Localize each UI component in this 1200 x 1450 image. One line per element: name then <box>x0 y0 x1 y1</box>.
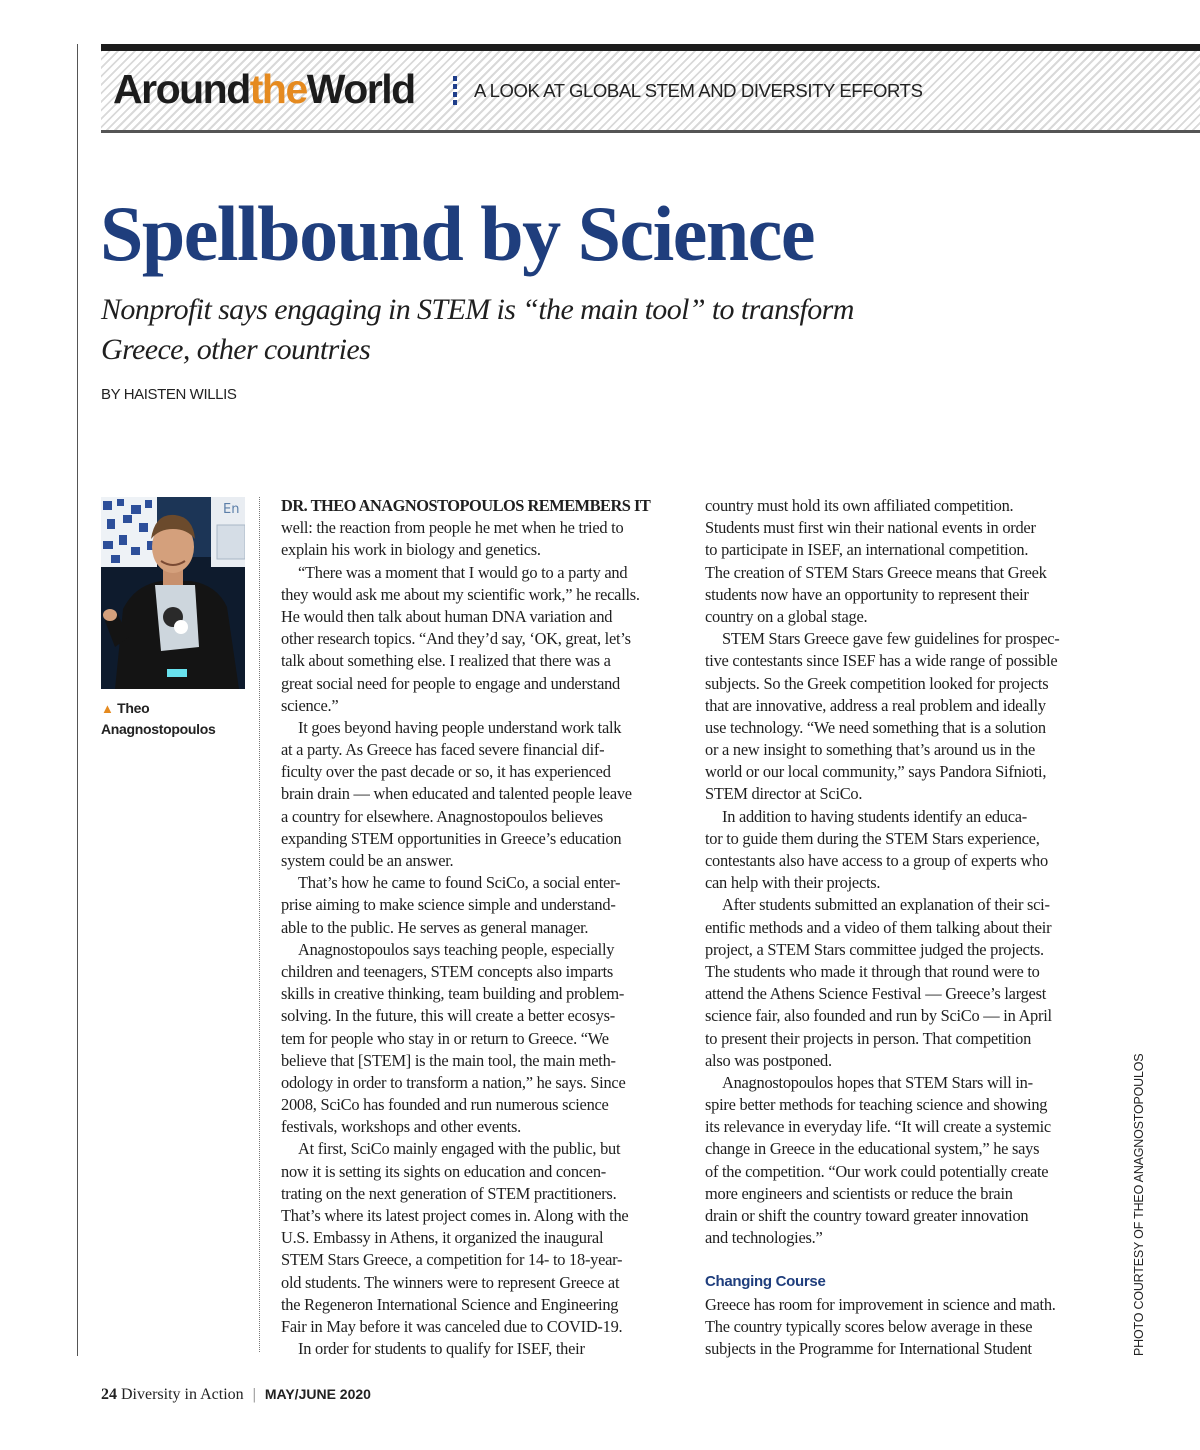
body-line: well: the reaction from people he met when he tried to <box>281 518 624 538</box>
body-line: system could be an answer. <box>281 851 454 870</box>
body-line: tem for people who stay in or return to Greece. “We <box>281 1028 609 1048</box>
banner-top-bar <box>101 44 1200 51</box>
body-line: change in Greece in the educational system,” he says <box>705 1139 1040 1159</box>
body-line: solving. In the future, this will create a better ecosys- <box>281 1006 615 1026</box>
body-line: STEM Stars Greece gave few guidelines for prospec- <box>722 629 1060 649</box>
caption-last-name: Anagnostopoulos <box>101 721 216 737</box>
body-line: now it is setting its sights on education and concen- <box>281 1161 606 1181</box>
byline: BY HAISTEN WILLIS <box>101 386 237 403</box>
body-line: The country typically scores below average in these <box>705 1316 1033 1336</box>
body-line: Fair in May before it was canceled due to COVID-19. <box>281 1316 623 1336</box>
svg-text:En: En <box>223 502 240 517</box>
body-line: prise aiming to make science simple and understand- <box>281 895 616 915</box>
body-line: It goes beyond having people understand work talk <box>298 717 622 737</box>
body-line: Anagnostopoulos hopes that STEM Stars will in- <box>722 1072 1033 1092</box>
body-line: its relevance in everyday life. “It will create a systemic <box>705 1117 1051 1137</box>
body-line: more engineers and scientists or reduce the brain <box>705 1183 1013 1203</box>
section-name-part-2: the <box>249 66 307 112</box>
body-line: or a new insight to something that’s around us in the <box>705 740 1036 760</box>
body-line: contestants also have access to a group of experts who <box>705 851 1048 870</box>
body-line: talk about something else. I realized that there was a <box>281 651 611 671</box>
body-line: In order for students to qualify for ISEF, their <box>298 1339 585 1359</box>
body-line: skills in creative thinking, team building and problem- <box>281 984 625 1004</box>
body-line: of the competition. “Our work could potentially create <box>705 1161 1049 1181</box>
body-column-2 <box>705 495 1108 1360</box>
body-line: entific methods and a video of them talking about their <box>705 917 1052 937</box>
body-line: at a party. As Greece has faced severe financial dif- <box>281 740 605 760</box>
body-line: In addition to having students identify an educa- <box>722 806 1028 826</box>
footer-separator: | <box>252 1386 256 1403</box>
body-line: can help with their projects. <box>705 873 881 893</box>
body-line: to participate in ISEF, an international competition. <box>705 540 1029 560</box>
body-line: a country for elsewhere. Anagnostopoulos believes <box>281 806 603 826</box>
body-line: STEM Stars Greece, a competition for 14- to 18-year- <box>281 1250 623 1270</box>
paragraph-spacer <box>705 1249 1108 1271</box>
body-line: also was postponed. <box>705 1050 832 1070</box>
body-line: attend the Athens Science Festival — Greece’s largest <box>705 984 1047 1004</box>
body-line: science.” <box>281 695 339 715</box>
body-line: that are innovative, address a real problem and ideally <box>705 695 1046 715</box>
body-line: children and teenagers, STEM concepts also imparts <box>281 961 614 981</box>
body-line: subjects in the Programme for International Student <box>705 1338 1032 1358</box>
lead-in: DR. THEO ANAGNOSTOPOULOS REMEMBERS IT <box>281 496 651 515</box>
body-line: trating on the next generation of STEM practitioners. <box>281 1183 617 1203</box>
body-line: and technologies.” <box>705 1228 823 1248</box>
body-line: drain or shift the country toward greater innovation <box>705 1206 1029 1225</box>
section-separator <box>453 76 457 106</box>
page-number: 24 <box>101 1386 117 1403</box>
body-line: Anagnostopoulos says teaching people, especially <box>298 939 615 959</box>
body-line: subjects. So the Greek competition looked for projects <box>705 673 1049 693</box>
body-line: expanding STEM opportunities in Greece’s education <box>281 828 622 848</box>
body-line: believe that [STEM] is the main tool, the main meth- <box>281 1050 616 1070</box>
body-line: other research topics. “And they’d say, ‘OK, great, let’s <box>281 629 631 649</box>
body-line: brain drain — when educated and talented people leave <box>281 784 632 804</box>
body-line: After students submitted an explanation of their sci- <box>722 895 1050 915</box>
body-line: to present their projects in person. That competition <box>705 1028 1032 1048</box>
body-line: “There was a moment that I would go to a party and <box>298 562 628 582</box>
section-name-part-1: Around <box>113 66 250 112</box>
body-line: tive contestants since ISEF has a wide range of possible <box>705 651 1058 671</box>
body-line: country must hold its own affiliated competition. <box>705 496 1014 515</box>
body-line: able to the public. He serves as general manager. <box>281 917 589 937</box>
body-line: tor to guide them during the STEM Stars experience, <box>705 828 1040 848</box>
body-line: old students. The winners were to represent Greece at <box>281 1272 620 1292</box>
body-line: world or our local community,” says Pandora Sifnioti, <box>705 762 1047 782</box>
body-line: 2008, SciCo has founded and run numerous science <box>281 1095 609 1115</box>
section-tagline: A LOOK AT GLOBAL STEM AND DIVERSITY EFFORTS <box>474 80 923 101</box>
body-line: ficulty over the past decade or so, it has experienced <box>281 762 611 782</box>
body-line: At first, SciCo mainly engaged with the public, but <box>298 1139 621 1159</box>
section-name <box>113 66 415 112</box>
publication-name: Diversity in Action <box>121 1386 244 1403</box>
column-divider <box>259 497 260 1352</box>
body-line: odology in order to transform a nation,” he says. Since <box>281 1072 626 1092</box>
subhead: Changing Course <box>705 1273 826 1291</box>
article-title: Spellbound by Science <box>100 190 815 277</box>
body-line: great social need for people to engage and understand <box>281 673 621 693</box>
section-banner <box>101 44 1200 133</box>
section-name-part-3: World <box>306 66 415 112</box>
body-line: Greece has room for improvement in science and math. <box>705 1294 1056 1314</box>
article-dek: Nonprofit says engaging in STEM is “the main tool” to transform Greece, other countries <box>101 293 854 366</box>
page-footer <box>101 1386 371 1404</box>
body-column-1 <box>281 495 685 1360</box>
body-line: spire better methods for teaching science and showing <box>705 1095 1048 1115</box>
body-line: the Regeneron International Science and Engineering <box>281 1294 619 1314</box>
photo-caption <box>101 698 251 739</box>
body-line: festivals, workshops and other events. <box>281 1117 521 1137</box>
body-line: That’s how he came to found SciCo, a social enter- <box>298 873 621 893</box>
body-line: The creation of STEM Stars Greece means that Greek <box>705 562 1047 582</box>
body-line: STEM director at SciCo. <box>705 784 863 804</box>
issue-date: MAY/JUNE 2020 <box>264 1386 371 1402</box>
body-line: project, a STEM Stars committee judged the projects. <box>705 939 1044 959</box>
body-line: The students who made it through that round were to <box>705 961 1040 981</box>
body-line: they would ask me about my scientific work,” he recalls. <box>281 584 640 604</box>
body-line: country on a global stage. <box>705 606 868 626</box>
photo-credit: PHOTO COURTESY OF THEO ANAGNOSTOPOULOS <box>1132 1053 1146 1356</box>
body-line: Students must first win their national events in order <box>705 518 1036 538</box>
body-line: students now have an opportunity to represent their <box>705 584 1029 604</box>
body-line: That’s where its latest project comes in. Along with the <box>281 1206 629 1225</box>
caption-first-name: Theo <box>117 700 150 716</box>
body-line: U.S. Embassy in Athens, it organized the inaugural <box>281 1228 604 1248</box>
caption-triangle-icon: ▲ <box>101 701 114 716</box>
body-line: explain his work in biology and genetics. <box>281 540 541 560</box>
portrait-photo <box>101 497 245 689</box>
body-line: He would then talk about human DNA variation and <box>281 606 613 626</box>
body-line: science fair, also founded and run by SciCo — in April <box>705 1006 1052 1026</box>
left-margin-rule <box>77 44 78 1356</box>
body-line: use technology. “We need something that is a solution <box>705 717 1046 737</box>
